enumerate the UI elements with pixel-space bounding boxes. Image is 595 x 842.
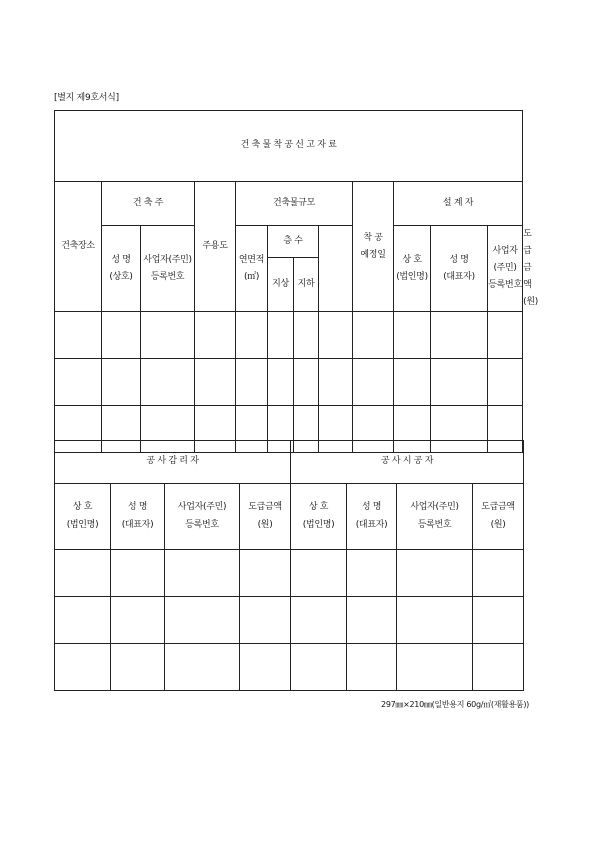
table-cell[interactable] [353,312,394,359]
designer-regno-header [488,226,523,312]
table-cell[interactable] [431,359,488,406]
table-cell[interactable] [294,312,319,359]
supervisor-group-header: 공 사 감 리 자 [55,441,291,484]
designer-name-line1: 성 명 [449,254,469,265]
table-cell[interactable] [111,550,165,597]
table-cell[interactable] [55,359,102,406]
floors-header: 층 수 [268,226,319,258]
supervisor-firm-line2: (법인명) [66,519,99,530]
table-cell[interactable] [294,359,319,406]
table-cell[interactable] [473,644,524,691]
table-cell[interactable] [165,597,240,644]
table-cell[interactable] [195,359,236,406]
designer-firm-header [394,226,431,312]
table-cell[interactable] [195,312,236,359]
contractor-firm-header [291,484,347,550]
table-cell[interactable] [111,597,165,644]
start-date-header-line2: 예정일 [360,249,386,260]
contractor-name-line1: 성 명 [361,502,382,513]
table-cell[interactable] [240,597,291,644]
owner-name-line1: 성 명 [111,254,131,265]
table-cell[interactable] [55,597,111,644]
table-cell[interactable] [394,312,431,359]
location-header: 건축장소 [55,182,102,312]
table-cell[interactable] [236,312,268,359]
table-cell[interactable] [240,550,291,597]
scale-group-header: 건축물규모 [236,182,353,226]
table-cell[interactable] [268,312,294,359]
table-cell[interactable] [397,644,473,691]
table-cell[interactable] [165,644,240,691]
table-cell[interactable] [473,550,524,597]
table-cell[interactable] [291,644,347,691]
table-cell[interactable] [353,359,394,406]
table-cell[interactable] [397,597,473,644]
owner-name-header [102,226,141,312]
designer-regno-line2: 등록번호 [488,280,522,291]
supervisor-amount-header [240,484,291,550]
table-cell[interactable] [347,644,397,691]
contractor-amount-line2: (원) [490,519,506,530]
owner-regno-header [141,226,195,312]
scale-blank-cell [319,226,353,258]
designer-firm-line1: 상 호 [402,254,422,265]
table-cell[interactable] [240,644,291,691]
supervisor-firm-line1: 상 호 [72,502,93,513]
table-cell[interactable] [431,312,488,359]
start-date-header [353,182,394,312]
scale-blank-cell [319,258,353,312]
supervisor-name-line2: (대표자) [121,519,154,530]
paper-spec-footer: 297㎜×210㎜(일반용지 60g/㎡(재활용품)) [381,700,529,709]
supervisor-firm-header [55,484,111,550]
contractor-amount-header [473,484,524,550]
table-cell[interactable] [488,312,523,359]
table-cell[interactable] [488,359,523,406]
table-cell[interactable] [397,550,473,597]
contractor-regno-header [397,484,473,550]
table-cell[interactable] [291,597,347,644]
contractor-regno-line2: 등록번호 [417,519,452,530]
contractor-name-line2: (대표자) [355,519,388,530]
contractor-amount-line1: 도급금액 [481,502,515,513]
table-cell[interactable] [291,550,347,597]
table-cell[interactable] [268,359,294,406]
contractor-regno-line1: 사업자(주민) [410,502,459,513]
table-cell[interactable] [236,359,268,406]
table-cell[interactable] [165,550,240,597]
designer-name-header [431,226,488,312]
floors-above-header: 지상 [268,258,294,312]
table-cell[interactable] [473,597,524,644]
supervisor-amount-line1: 도급금액 [248,502,282,513]
supervisor-contractor-table [54,440,524,691]
table-cell[interactable] [55,312,102,359]
table-cell[interactable] [55,550,111,597]
floor-area-line1: 연면적 [238,254,265,265]
form-title: 건 축 물 착 공 신 고 자 료 [55,111,523,182]
floor-area-header [236,226,268,312]
supervisor-regno-header [165,484,240,550]
designer-regno-line1: 사업자(주민) [492,246,518,274]
supervisor-name-line1: 성 명 [127,502,148,513]
floors-below-header: 지하 [294,258,319,312]
owner-regno-line1: 사업자(주민) [143,254,192,265]
form-number-label: [별지 제9호서식] [54,93,119,103]
floor-area-line2: (㎡) [243,271,260,282]
contractor-name-header [347,484,397,550]
usage-header: 주용도 [195,182,236,312]
table-cell[interactable] [102,359,141,406]
start-date-header-line1: 착 공 [363,232,383,243]
supervisor-amount-line2: (원) [257,519,273,530]
contractor-group-header: 공 사 시 공 자 [291,441,524,484]
table-cell[interactable] [102,312,141,359]
building-info-table: 건 축 물 착 공 신 고 자 료 건축장소 건 축 주 주용도 건축물규모 착 공 예정일 설 계 자 성 명 (상호) 사업자(주민) 등록번호 연면적 (㎡) 층 수 상 호 (법인명) 성 명 (대표자) 사업자(주민) 등록번호 도급금액 (원) 지상 지하 [54,110,523,453]
table-cell[interactable] [394,359,431,406]
supervisor-name-header [111,484,165,550]
contractor-firm-line1: 상 호 [308,502,329,513]
owner-group-header: 건 축 주 [102,182,195,226]
table-cell[interactable] [319,359,353,406]
table-cell[interactable] [111,644,165,691]
owner-name-line2: (상호) [109,271,133,282]
table-cell[interactable] [141,312,195,359]
designer-group-header: 설 계 자 [394,182,523,226]
table-cell[interactable] [141,359,195,406]
supervisor-regno-line2: 등록번호 [185,519,219,530]
designer-firm-line2: (법인명) [396,271,428,282]
designer-name-line2: (대표자) [443,271,475,282]
owner-regno-line2: 등록번호 [150,271,185,282]
contractor-firm-line2: (법인명) [302,519,335,530]
table-cell[interactable] [347,550,397,597]
table-cell[interactable] [347,597,397,644]
supervisor-regno-line1: 사업자(주민) [177,502,227,513]
table-cell[interactable] [319,312,353,359]
table-cell[interactable] [55,644,111,691]
